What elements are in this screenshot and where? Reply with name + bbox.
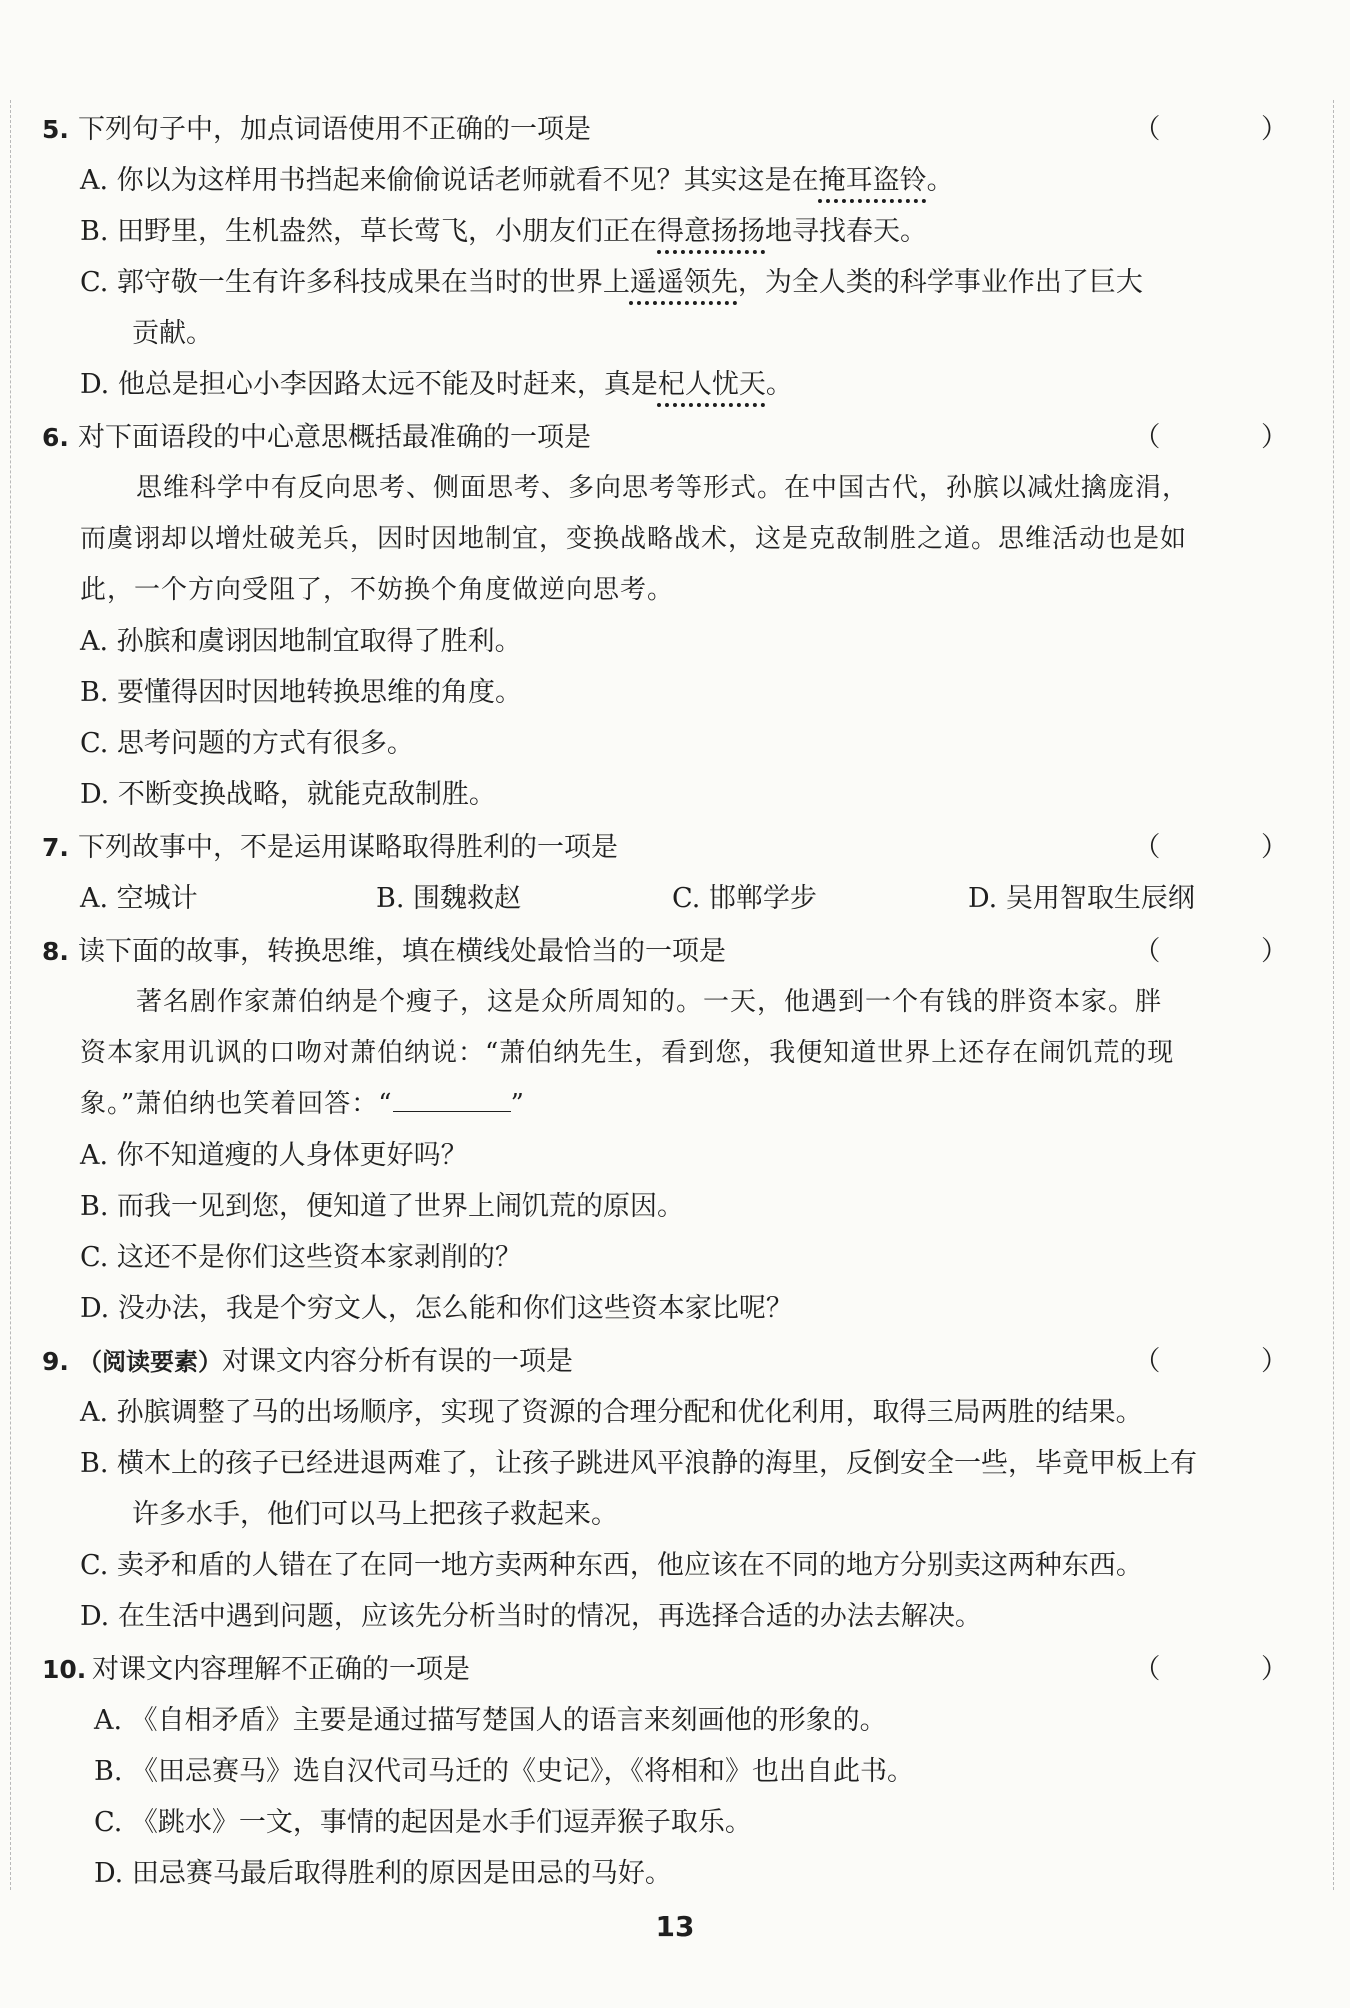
question-number: 6. (42, 423, 69, 452)
passage-line: 此，一个方向受阻了，不妨换个角度做逆向思考。 (80, 575, 675, 605)
question-number: 8. (42, 937, 69, 966)
question-7 (42, 822, 1334, 924)
question-number: 5. (42, 115, 69, 144)
question-8 (42, 926, 1334, 1334)
answer-bracket[interactable]: （ ） (1133, 1654, 1334, 1685)
option-text: C. 郭守敬一生有许多科技成果在当时的世界上 (80, 267, 630, 298)
option-b[interactable]: B. 围魏救赵 (376, 883, 522, 914)
option-a[interactable]: A. 《自相矛盾》主要是通过描写楚国人的语言来刻画他的形象的。 (94, 1705, 887, 1736)
option-c[interactable]: C. 思考问题的方式有很多。 (80, 728, 414, 759)
question-10 (42, 1644, 1334, 1899)
option-b-continuation: 许多水手，他们可以马上把孩子救起来。 (132, 1499, 618, 1530)
option-d[interactable]: D. 吴用智取生辰纲 (968, 883, 1195, 914)
option-text: A. 你以为这样用书挡起来偷偷说话老师就看不见？其实这是在 (80, 165, 819, 196)
option-d[interactable]: D. 不断变换战略，就能克敌制胜。 (80, 779, 496, 810)
option-b[interactable]: B. 横木上的孩子已经进退两难了，让孩子跳进风平浪静的海里，反倒安全一些，毕竟甲板上有 (80, 1448, 1198, 1479)
option-a[interactable] (42, 155, 1290, 206)
option-d[interactable] (42, 359, 1290, 410)
question-stem (42, 104, 1334, 155)
option-c[interactable]: C. 邯郸学步 (672, 883, 817, 914)
page-number: 13 (655, 1910, 695, 1943)
passage-line: 资本家用讥讽的口吻对萧伯纳说：“萧伯纳先生，看到您，我便知道世界上还存在闹饥荒的现 (80, 1038, 1175, 1068)
left-margin-rule (10, 100, 11, 1890)
passage-line: 而虞诩却以增灶破羌兵，因时因地制宜，变换战略战术，这是克敌制胜之道。思维活动也是如 (80, 524, 1188, 554)
passage-text: ” (510, 1089, 525, 1119)
passage-line: 思维科学中有反向思考、侧面思考、多向思考等形式。在中国古代，孙膑以减灶擒庞涓， (136, 473, 1190, 503)
question-stem (42, 822, 1334, 873)
option-a[interactable]: A. 孙膑和虞诩因地制宜取得了胜利。 (80, 626, 522, 657)
question-text: 读下面的故事，转换思维，填在横线处最恰当的一项是 (78, 936, 726, 967)
question-text: 对下面语段的中心意思概括最准确的一项是 (78, 422, 591, 453)
option-text: 地寻找春天。 (765, 216, 928, 247)
question-stem (42, 1644, 1334, 1695)
option-a[interactable]: A. 空城计 (80, 883, 198, 914)
right-margin-rule (1333, 100, 1334, 1890)
question-text: 下列句子中，加点词语使用不正确的一项是 (78, 114, 591, 145)
answer-bracket[interactable]: （ ） (1133, 422, 1334, 453)
answer-bracket[interactable]: （ ） (1133, 1346, 1334, 1377)
question-text: 对课文内容理解不正确的一项是 (92, 1654, 470, 1685)
option-c[interactable] (42, 257, 1290, 308)
question-stem (42, 1336, 1334, 1387)
answer-bracket[interactable]: （ ） (1133, 114, 1334, 145)
question-text: 对课文内容分析有误的一项是 (222, 1346, 573, 1377)
option-d[interactable]: D. 在生活中遇到问题，应该先分析当时的情况，再选择合适的办法去解决。 (80, 1601, 982, 1632)
option-text: ，为全人类的科学事业作出了巨大 (737, 267, 1143, 298)
reading-element-tag: （阅读要素） (78, 1347, 222, 1376)
option-d[interactable]: D. 没办法，我是个穷文人，怎么能和你们这些资本家比呢？ (80, 1293, 793, 1324)
question-text: 下列故事中，不是运用谋略取得胜利的一项是 (78, 832, 618, 863)
worksheet-page (42, 104, 1334, 1901)
question-9 (42, 1336, 1334, 1642)
passage-line: 著名剧作家萧伯纳是个瘦子，这是众所周知的。一天，他遇到一个有钱的胖资本家。胖 (136, 987, 1163, 1017)
option-b[interactable]: B. 要懂得因时因地转换思维的角度。 (80, 677, 523, 708)
question-stem (42, 412, 1334, 463)
question-stem (42, 926, 1334, 977)
question-number: 9. (42, 1347, 69, 1376)
question-number: 10. (42, 1655, 87, 1684)
option-d[interactable]: D. 田忌赛马最后取得胜利的原因是田忌的马好。 (94, 1858, 672, 1889)
dotted-word: 得意扬扬 (657, 216, 766, 247)
option-a[interactable]: A. 孙膑调整了马的出场顺序，实现了资源的合理分配和优化利用，取得三局两胜的结果。 (80, 1397, 1143, 1428)
option-b[interactable]: B. 《田忌赛马》选自汉代司马迁的《史记》，《将相和》也出自此书。 (94, 1756, 915, 1787)
dotted-word: 掩耳盗铃 (818, 165, 927, 196)
options-row (42, 873, 1290, 924)
dotted-word: 杞人忧天 (657, 369, 766, 400)
question-6 (42, 412, 1334, 820)
option-b[interactable]: B. 而我一见到您，便知道了世界上闹饥荒的原因。 (80, 1191, 685, 1222)
option-c-continuation: 贡献。 (132, 318, 213, 349)
option-text: B. 田野里，生机盎然，草长莺飞，小朋友们正在 (80, 216, 658, 247)
fill-in-blank[interactable] (393, 1083, 511, 1112)
answer-bracket[interactable]: （ ） (1133, 832, 1334, 863)
option-c[interactable]: C. 这还不是你们这些资本家剥削的？ (80, 1242, 522, 1273)
option-text: D. 他总是担心小李因路太远不能及时赶来，真是 (80, 369, 658, 400)
option-a[interactable]: A. 你不知道瘦的人身体更好吗？ (80, 1140, 468, 1171)
option-b[interactable] (42, 206, 1290, 257)
dotted-word: 遥遥领先 (629, 267, 738, 298)
option-c[interactable]: C. 《跳水》一文，事情的起因是水手们逗弄猴子取乐。 (94, 1807, 752, 1838)
passage-line (42, 1079, 1290, 1130)
answer-bracket[interactable]: （ ） (1133, 936, 1334, 967)
passage-text: 象。”萧伯纳也笑着回答：“ (80, 1089, 393, 1119)
question-5 (42, 104, 1334, 410)
option-c[interactable]: C. 卖矛和盾的人错在了在同一地方卖两种东西，他应该在不同的地方分别卖这两种东西。 (80, 1550, 1143, 1581)
option-text: 。 (926, 165, 954, 196)
question-number: 7. (42, 833, 69, 862)
option-text: 。 (765, 369, 793, 400)
